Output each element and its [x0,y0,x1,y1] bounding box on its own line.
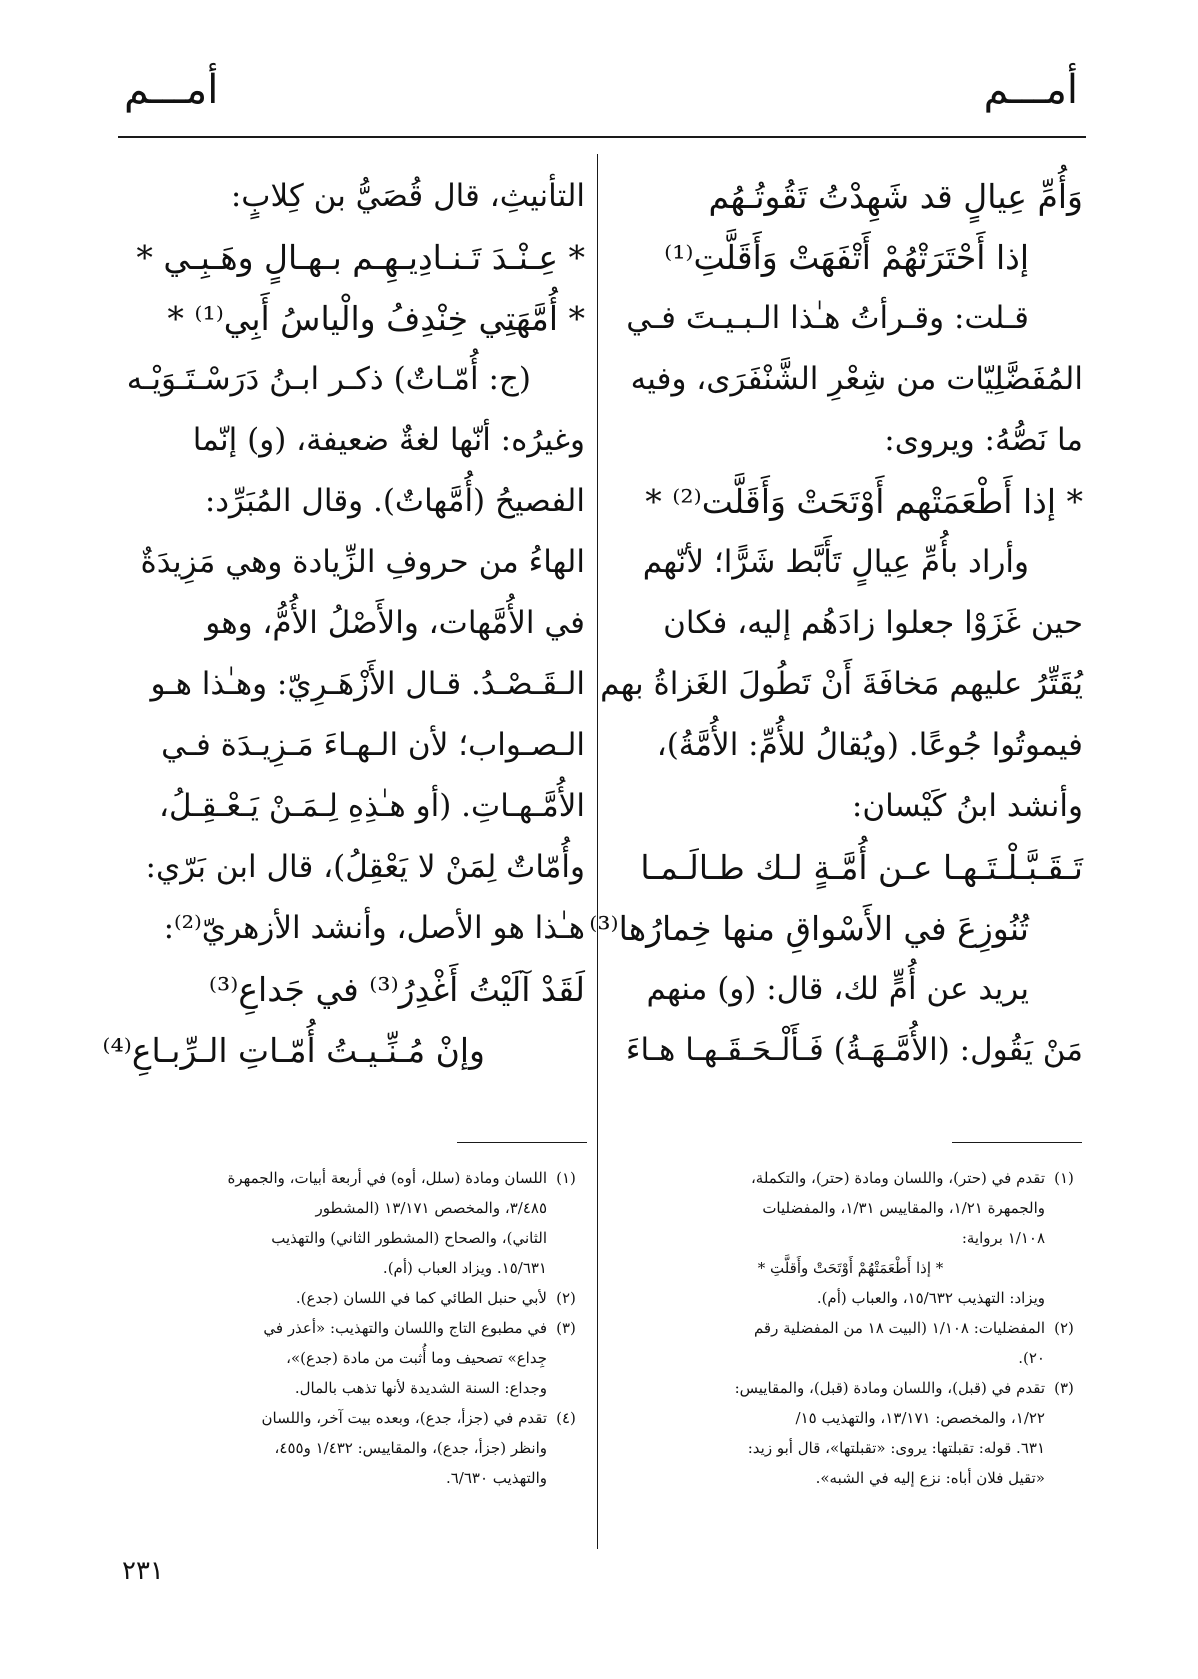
text-line: هـٰذا هو الأصل، وأنشد الأزهريّ⁽²⁾: [163,910,585,946]
footnote-number: (٤) [556,1409,576,1427]
footnote-line: ١/١٠٨ برواية: [961,1229,1045,1247]
footnote-text: المفضليات: ١/١٠٨ (البيت ١٨ من المفضلية رقم [753,1319,1045,1337]
footnote-number: (١) [1054,1169,1074,1187]
footnote-line: ٣/٤٨٥، والمخصص ١٣/١٧١ (المشطور [315,1199,547,1217]
footnote-line: ١/٢٢، والمخصص: ١٣/١٧١، والتهذيب ١٥/ [795,1409,1045,1427]
footnote-line: وانظر (جزأ، جدع)، والمقاييس: ١/٤٣٢ و٤٥٥، [274,1439,547,1457]
text-line: مَنْ يَقُول: (الأُمَّـهَـةُ) فَـأَلْـحَـقَـهـا هـاءَ [625,1032,1083,1068]
footnote-line [120,1283,585,1313]
footnote-line: «تقيل فلان أباه: نزع إليه في الشبه». [815,1469,1045,1487]
footnote-line: ٦٣١. قوله: تقبلتها: يروى: «تقبلتها»، قال أبو زيد: [747,1439,1045,1457]
text-line: فيموتُوا جُوعًا. (ويُقالُ للأُمِّ: الأُمَّةُ)، [656,727,1083,763]
header-keyword-right: أمـــم [983,67,1078,113]
text-line: حين غَزَوْا جعلوا زادَهُم إليه، فكان [663,605,1083,641]
footnote-text: تقدم في (جزأ، جدع)، وبعده بيت آخر، واللسان [261,1409,547,1427]
verse-line: * إذا أَطْعَمَتْهم أَوْتَحَتْ وَأَقَلَّت⁽²⁾ * [645,482,1083,521]
footnote-line [618,1313,1083,1343]
footnote-verse-line: * إذا أَطْعَمَتْهُمْ أَوْتَحَتْ وأَقلَّتِ * [757,1259,944,1277]
footnote-line: ١٥/٦٣١. ويزاد العباب (أم). [382,1259,547,1277]
page-number: ٢٣١ [122,1556,164,1586]
footnote-line [618,1373,1083,1403]
footnote-line [120,1163,585,1193]
right-footnotes [618,1163,1083,1493]
text-line: الفصيحُ (أُمَّهاتٌ). وقال المُبَرِّد: [204,483,585,519]
footnote-text: تقدم في (قبل)، واللسان ومادة (قبل)، والمقاييس: [734,1379,1045,1397]
text-line: وأراد بأُمِّ عِيالٍ تَأَبَّط شَرًّا؛ لأنّهم [642,544,1029,580]
footnote-number: (٣) [1054,1379,1074,1397]
footnote-rule-left [457,1142,587,1143]
footnote-number: (١) [556,1169,576,1187]
footnote-line: الثاني)، والصحاح (المشطور الثاني) والتهذيب [271,1229,547,1247]
text-line: ما نَصُّهُ: ويروى: [884,422,1083,458]
footnote-text: تقدم في (حتر)، واللسان ومادة (حتر)، والتكملة، [750,1169,1045,1187]
footnote-line: والجمهرة ١/٢١، والمقاييس ١/٣١، والمفضليات [762,1199,1045,1217]
text-line: المُفَضَّلِيّات من شِعْرِ الشَّنْفَرَى، وفيه [630,361,1083,397]
footnote-number: (٣) [556,1319,576,1337]
footnote-line: ٢٠). [1018,1349,1045,1367]
right-column [589,166,1083,1081]
footnote-rule-right [952,1142,1082,1143]
top-rule [118,136,1086,138]
text-line: قـلت: وقـرأتُ هـٰذا الـبـيـتَ فـي [626,300,1029,336]
verse-line: * أُمَّهَتِي خِنْدِفُ والْياسُ أَبِي⁽¹⁾ * [167,299,585,338]
footnote-line: والتهذيب ٦/٦٣٠. [445,1469,547,1487]
text-line: الهاءُ من حروفِ الزِّيادة وهي مَزِيدَةٌ [140,544,585,580]
verse-line: إذا أَحْتَرَتْهُمْ أَتْفَهَتْ وَأَقَلَّتِ⁽¹⁾ [664,238,1029,277]
verse-line: تَـقَـبَّـلْـتَـهـا عـن أُمَّـةٍ لـك طـالَـمـا [640,848,1083,887]
footnote-line: وجداع: السنة الشديدة لأنها تذهب بالمال. [294,1379,547,1397]
left-column [102,166,585,1081]
footnote-line: جِداع» تصحيف وما أُثبت من مادة (جدع)»، [286,1349,547,1367]
verse-line: وَأُمِّ عِيالٍ قد شَهِدْتُ تَقُوتُـهُم [708,177,1083,216]
text-line: (ج: أُمّـاتٌ) ذكـر ابـنُ دَرَسْـتَـوَيْـه [126,361,531,397]
text-line: الأُمَّـهـاتِ. (أو هـٰذِهِ لِـمَـنْ يَـعْـقِـلُ، [159,788,585,824]
verse-line: وإنْ مُـنِّـيـتُ أُمّـاتِ الـرِّبـاعِ⁽⁴⁾ [102,1031,485,1070]
text-line: الـصـواب؛ لأن الـهـاءَ مَـزِيـدَة فـي [161,727,585,763]
verse-line: لَقَدْ آلَيْتُ أَغْدِرُ⁽³⁾ في جَداعِ⁽³⁾ [208,970,585,1009]
text-line: يُقَتِّرُ عليهم مَخافَةَ أَنْ تَطُولَ الغَزاةُ بهم [600,666,1083,702]
text-line: في الأُمَّهات، والأَصْلُ الأُمُّ، وهو [205,605,585,641]
footnote-number: (٢) [1054,1319,1074,1337]
left-footnotes [120,1163,585,1493]
text-line: التأنيثِ، قال قُصَيُّ بن كِلابٍ: [230,178,585,214]
text-line: الـقَـصْـدُ. قـال الأَزْهَـرِيّ: وهـٰذا هـو [150,666,585,702]
verse-line: تُنُوزِعَ في الأَسْواقِ منها خِمارُها⁽³⁾ [589,909,1029,948]
text-line: يريد عن أُمٍّ لك، قال: (و) منهم [646,971,1029,1007]
verse-line: * عِـنْـدَ تَـنـادِيـهِـم بـهـالٍ وهَـبِـي * [136,238,585,277]
text-line: وغيرُه: أنّها لغةٌ ضعيفة، (و) إنّما [192,422,585,458]
footnote-text: لأبي حنبل الطائي كما في اللسان (جدع). [295,1289,547,1307]
header-keyword-left: أمـــم [124,67,219,113]
footnote-text: في مطبوع التاج واللسان والتهذيب: «أعذر في [263,1319,547,1337]
footnote-line [618,1163,1083,1193]
text-line: وأنشد ابنُ كَيْسان: [851,788,1083,824]
footnote-line: ويزاد: التهذيب ١٥/٦٣٢، والعباب (أم). [816,1289,1045,1307]
footnote-number: (٢) [556,1289,576,1307]
text-line: وأُمّاتٌ لِمَنْ لا يَعْقِلُ)، قال ابن بَرّي: [145,849,585,885]
footnote-line [120,1403,585,1433]
column-divider [597,154,598,1549]
footnote-text: اللسان ومادة (سلل، أوه) في أربعة أبيات، والجمهرة [227,1169,547,1187]
footnote-line [120,1313,585,1343]
